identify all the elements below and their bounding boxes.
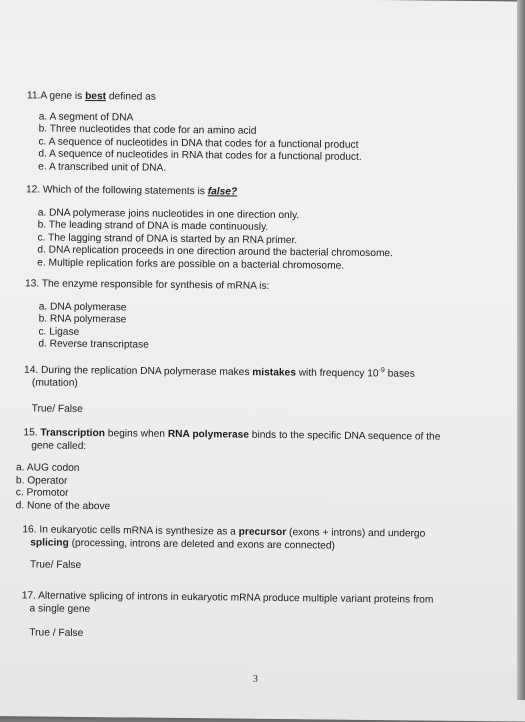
answer-true-false-16: True/ False — [29, 559, 82, 571]
paper-edge-shadow — [517, 0, 525, 700]
option-13a: a. DNA polymerase — [38, 300, 127, 313]
option-13b: b. RNA polymerase — [38, 313, 127, 326]
option-13d: d. Reverse transcriptase — [38, 338, 149, 351]
option-12a: a. DNA polymerase joins nucleotides in one direction only. — [37, 206, 300, 221]
question-16-stem-cont: splicing (processing, introns are deleted and exons are connected) — [30, 536, 335, 552]
question-17 — [21, 590, 433, 644]
question-13 — [24, 278, 269, 353]
option-15d: d. None of the above — [15, 499, 111, 512]
question-14 — [24, 361, 415, 420]
option-15b: b. Operator — [15, 474, 68, 487]
question-11 — [26, 90, 362, 177]
question-17-stem-cont: a single gene — [29, 602, 91, 615]
question-16-stem: 16. In eukaryotic cells mRNA is synthesize as a precursor (exons + introns) and undergo — [22, 524, 426, 540]
question-12-stem: 12. Which of the following statements is false? — [25, 184, 238, 198]
question-15 — [15, 427, 441, 516]
option-11c: c. A sequence of nucleotides in DNA that codes for a functional product — [38, 135, 359, 151]
option-12d: d. DNA replication proceeds in one direction around the bacterial chromosome. — [37, 244, 394, 260]
question-14-stem-cont: (mutation) — [31, 377, 78, 389]
option-15c: c. Promotor — [15, 487, 69, 499]
question-13-stem: 13. The enzyme responsible for synthesis of mRNA is: — [24, 278, 270, 292]
answer-true-false-17: True / False — [29, 627, 84, 639]
option-12e: e. Multiple replication forks are possible on a bacterial chromosome. — [37, 256, 345, 272]
option-13c: c. Ligase — [38, 325, 80, 338]
option-11e: e. A transcribed unit of DNA. — [38, 160, 167, 174]
question-15-stem-cont: gene called: — [31, 439, 87, 452]
option-12c: c. The lagging strand of DNA is started by an RNA primer. — [37, 231, 298, 246]
option-11a: a. A segment of DNA — [38, 110, 134, 123]
answer-true-false-14: True/ False — [31, 403, 83, 416]
question-17-stem: 17. Alternative splicing of introns in eukaryotic mRNA produce multiple variant proteins from — [21, 590, 434, 606]
option-12b: b. The leading strand of DNA is made continuously. — [37, 219, 269, 233]
page-number: 3 — [252, 673, 258, 685]
option-15a: a. AUG codon — [16, 462, 80, 474]
question-12 — [25, 184, 394, 273]
option-11d: d. A sequence of nucleotides in RNA that codes for a functional product. — [38, 148, 362, 163]
question-16 — [22, 524, 425, 576]
question-15-stem: 15. Transcription begins when RNA polymerase binds to the specific DNA sequence of the — [23, 427, 441, 443]
question-11-stem: 11.A gene is best defined as — [26, 90, 156, 103]
question-14-stem: 14. During the replication DNA polymerase makes mistakes with frequency $10^{-9}$ bases — [24, 364, 415, 380]
option-11b: b. Three nucleotides that code for an amino acid — [38, 123, 257, 137]
